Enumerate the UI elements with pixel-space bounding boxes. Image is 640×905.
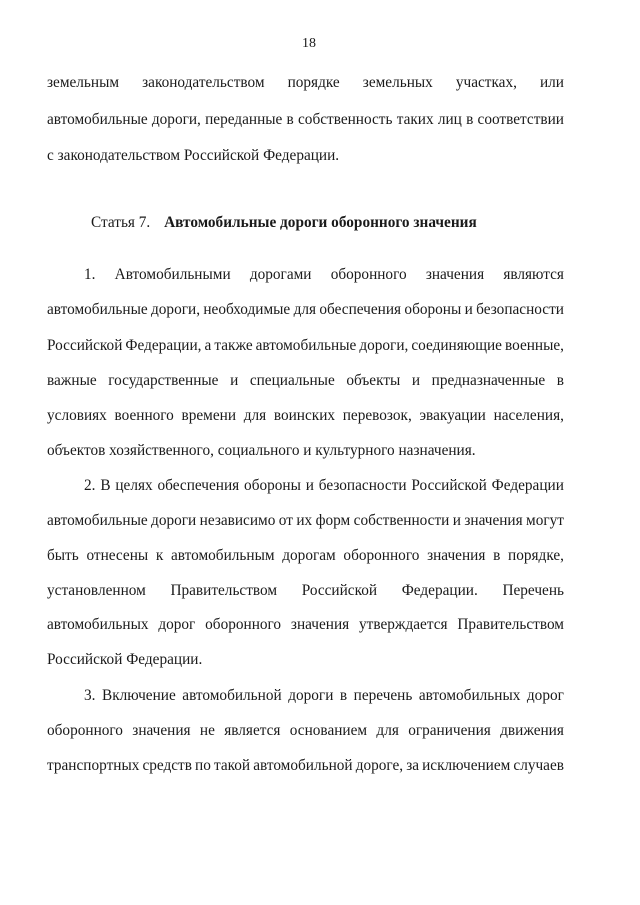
word: ограничения (408, 722, 491, 739)
paragraph-1-line-5 (47, 406, 564, 426)
word: Федерации, (125, 337, 202, 354)
word: государственные (108, 372, 219, 389)
word: времени (181, 407, 237, 424)
word: безопасности (476, 301, 564, 318)
word: в (493, 547, 501, 564)
word: автомобильной (253, 757, 353, 774)
word: их (296, 512, 313, 529)
word: эвакуации (419, 407, 486, 424)
word: основанием (289, 722, 368, 739)
article-title: Автомобильные дороги оборонного значения (164, 214, 477, 231)
word: утверждается (359, 616, 448, 633)
word: автомобильные (47, 512, 148, 529)
word: значения (464, 512, 523, 529)
word: случаев (513, 757, 564, 774)
word: участках, (455, 74, 517, 91)
word: значения (132, 722, 191, 739)
word: населения, (493, 407, 564, 424)
word: и (305, 477, 314, 494)
word: не (199, 722, 215, 739)
word: оборонного (343, 547, 420, 564)
word: Федерации. (401, 582, 478, 599)
article-number: Статья 7. (91, 214, 151, 231)
word: дорогами (249, 266, 312, 283)
word: объекты (346, 372, 401, 389)
word: Российской (47, 337, 123, 354)
word: целях (115, 477, 153, 494)
word: автомобильных (47, 616, 149, 633)
word: дороги, (151, 301, 201, 318)
word: обороны (244, 477, 301, 494)
paragraph-1-line-3 (47, 336, 564, 356)
word: собственность (298, 111, 393, 128)
word: 1. (84, 266, 96, 283)
paragraph-2-line-2 (47, 511, 564, 531)
word: для (243, 407, 267, 424)
word: автомобильной (182, 687, 282, 704)
paragraph-1-line-4 (47, 371, 564, 391)
word: оборонного (205, 616, 282, 633)
paragraph-2-line-1 (84, 476, 564, 496)
word: значения (425, 266, 485, 283)
word: предназначенные (431, 372, 546, 389)
word: Правительством (457, 616, 564, 633)
word: земельным (47, 74, 120, 91)
paragraph-2-line-3 (47, 546, 564, 566)
word: автомобильные (255, 337, 357, 354)
word: Федерации (491, 477, 564, 494)
word: автомобильные (47, 111, 148, 128)
word: специальные (249, 372, 335, 389)
paragraph-3-line-1 (84, 686, 564, 706)
word: автомобильные (47, 301, 148, 318)
word: дорог (526, 687, 564, 704)
word: обеспечения (157, 477, 240, 494)
paragraph-2-line-5 (47, 615, 564, 635)
word: безопасности (318, 477, 407, 494)
article-heading (91, 213, 477, 233)
word: в (466, 111, 474, 128)
paragraph-1-line-2 (47, 300, 564, 320)
word: дороги, (359, 337, 409, 354)
word: значения (290, 616, 350, 633)
word: Перечень (502, 582, 564, 599)
word: за (406, 757, 420, 774)
word: в (339, 687, 348, 704)
word: дороги (288, 687, 334, 704)
word: также (214, 337, 253, 354)
word: и (411, 372, 421, 389)
word: оборонного (330, 266, 407, 283)
paragraph-3-line-3 (47, 756, 564, 776)
intro-line-2 (47, 110, 564, 130)
word: Включение (102, 687, 176, 704)
word: порядке, (508, 547, 564, 564)
paragraph-2-line-6: Российской Федерации. (47, 651, 203, 668)
word: средств (142, 757, 192, 774)
word: а (204, 337, 212, 354)
word: и (464, 301, 473, 318)
word: исключением (422, 757, 511, 774)
word: В (100, 477, 111, 494)
word: Российской (301, 582, 378, 599)
word: отнесены (86, 547, 149, 564)
word: необходимые (203, 301, 291, 318)
word: могут (526, 512, 564, 529)
word: земельных (362, 74, 433, 91)
word: является (224, 722, 281, 739)
word: и (452, 512, 461, 529)
word: Российской (411, 477, 487, 494)
word: установленном (47, 582, 146, 599)
word: важные (47, 372, 97, 389)
word: автомобильных (418, 687, 521, 704)
word: дороге, (355, 757, 404, 774)
word: перечень (353, 687, 413, 704)
word: законодательством (142, 74, 265, 91)
intro-line-1 (47, 73, 564, 93)
word: являются (503, 266, 564, 283)
word: соответствии (477, 111, 564, 128)
word: форм (315, 512, 351, 529)
word: дорог (158, 616, 196, 633)
intro-line-3: с законодательством Российской Федерации. (47, 147, 340, 164)
word: к (155, 547, 164, 564)
word: Автомобильными (114, 266, 231, 283)
paragraph-3-line-2 (47, 721, 564, 741)
word: и (230, 372, 239, 389)
word: лиц (437, 111, 462, 128)
word: для (376, 722, 399, 739)
word: Правительством (170, 582, 278, 599)
paragraph-1-line-1 (84, 265, 564, 285)
word: дороги, (151, 111, 201, 128)
word: военного (114, 407, 174, 424)
word: условиях (47, 407, 107, 424)
word: воинских (273, 407, 336, 424)
word: движения (500, 722, 564, 739)
word: таких (396, 111, 434, 128)
word: порядке (287, 74, 340, 91)
word: автомобильным (171, 547, 275, 564)
word: значения (427, 547, 486, 564)
word: такой (213, 757, 251, 774)
word: по (195, 757, 211, 774)
word: быть (47, 547, 79, 564)
word: в (556, 372, 564, 389)
paragraph-1-line-6: объектов хозяйственного, социального и культурного назначения. (47, 442, 476, 459)
word: переданные (205, 111, 283, 128)
word: обороны (404, 301, 462, 318)
word: оборонного (47, 722, 123, 739)
word: 2. (84, 477, 96, 494)
word: для (293, 301, 317, 318)
word: от (278, 512, 293, 529)
word: дорогам (282, 547, 336, 564)
word: соединяющие (411, 337, 502, 354)
paragraph-2-line-4 (47, 581, 564, 601)
word: военные, (504, 337, 564, 354)
word: обеспечения (319, 301, 402, 318)
page-number: 18 (302, 36, 316, 51)
word: перевозок, (342, 407, 412, 424)
word: дороги (151, 512, 197, 529)
word: транспортных (47, 757, 140, 774)
word: или (539, 74, 564, 91)
word: независимо (199, 512, 276, 529)
word: в (286, 111, 294, 128)
word: 3. (84, 687, 96, 704)
word: собственности (353, 512, 450, 529)
